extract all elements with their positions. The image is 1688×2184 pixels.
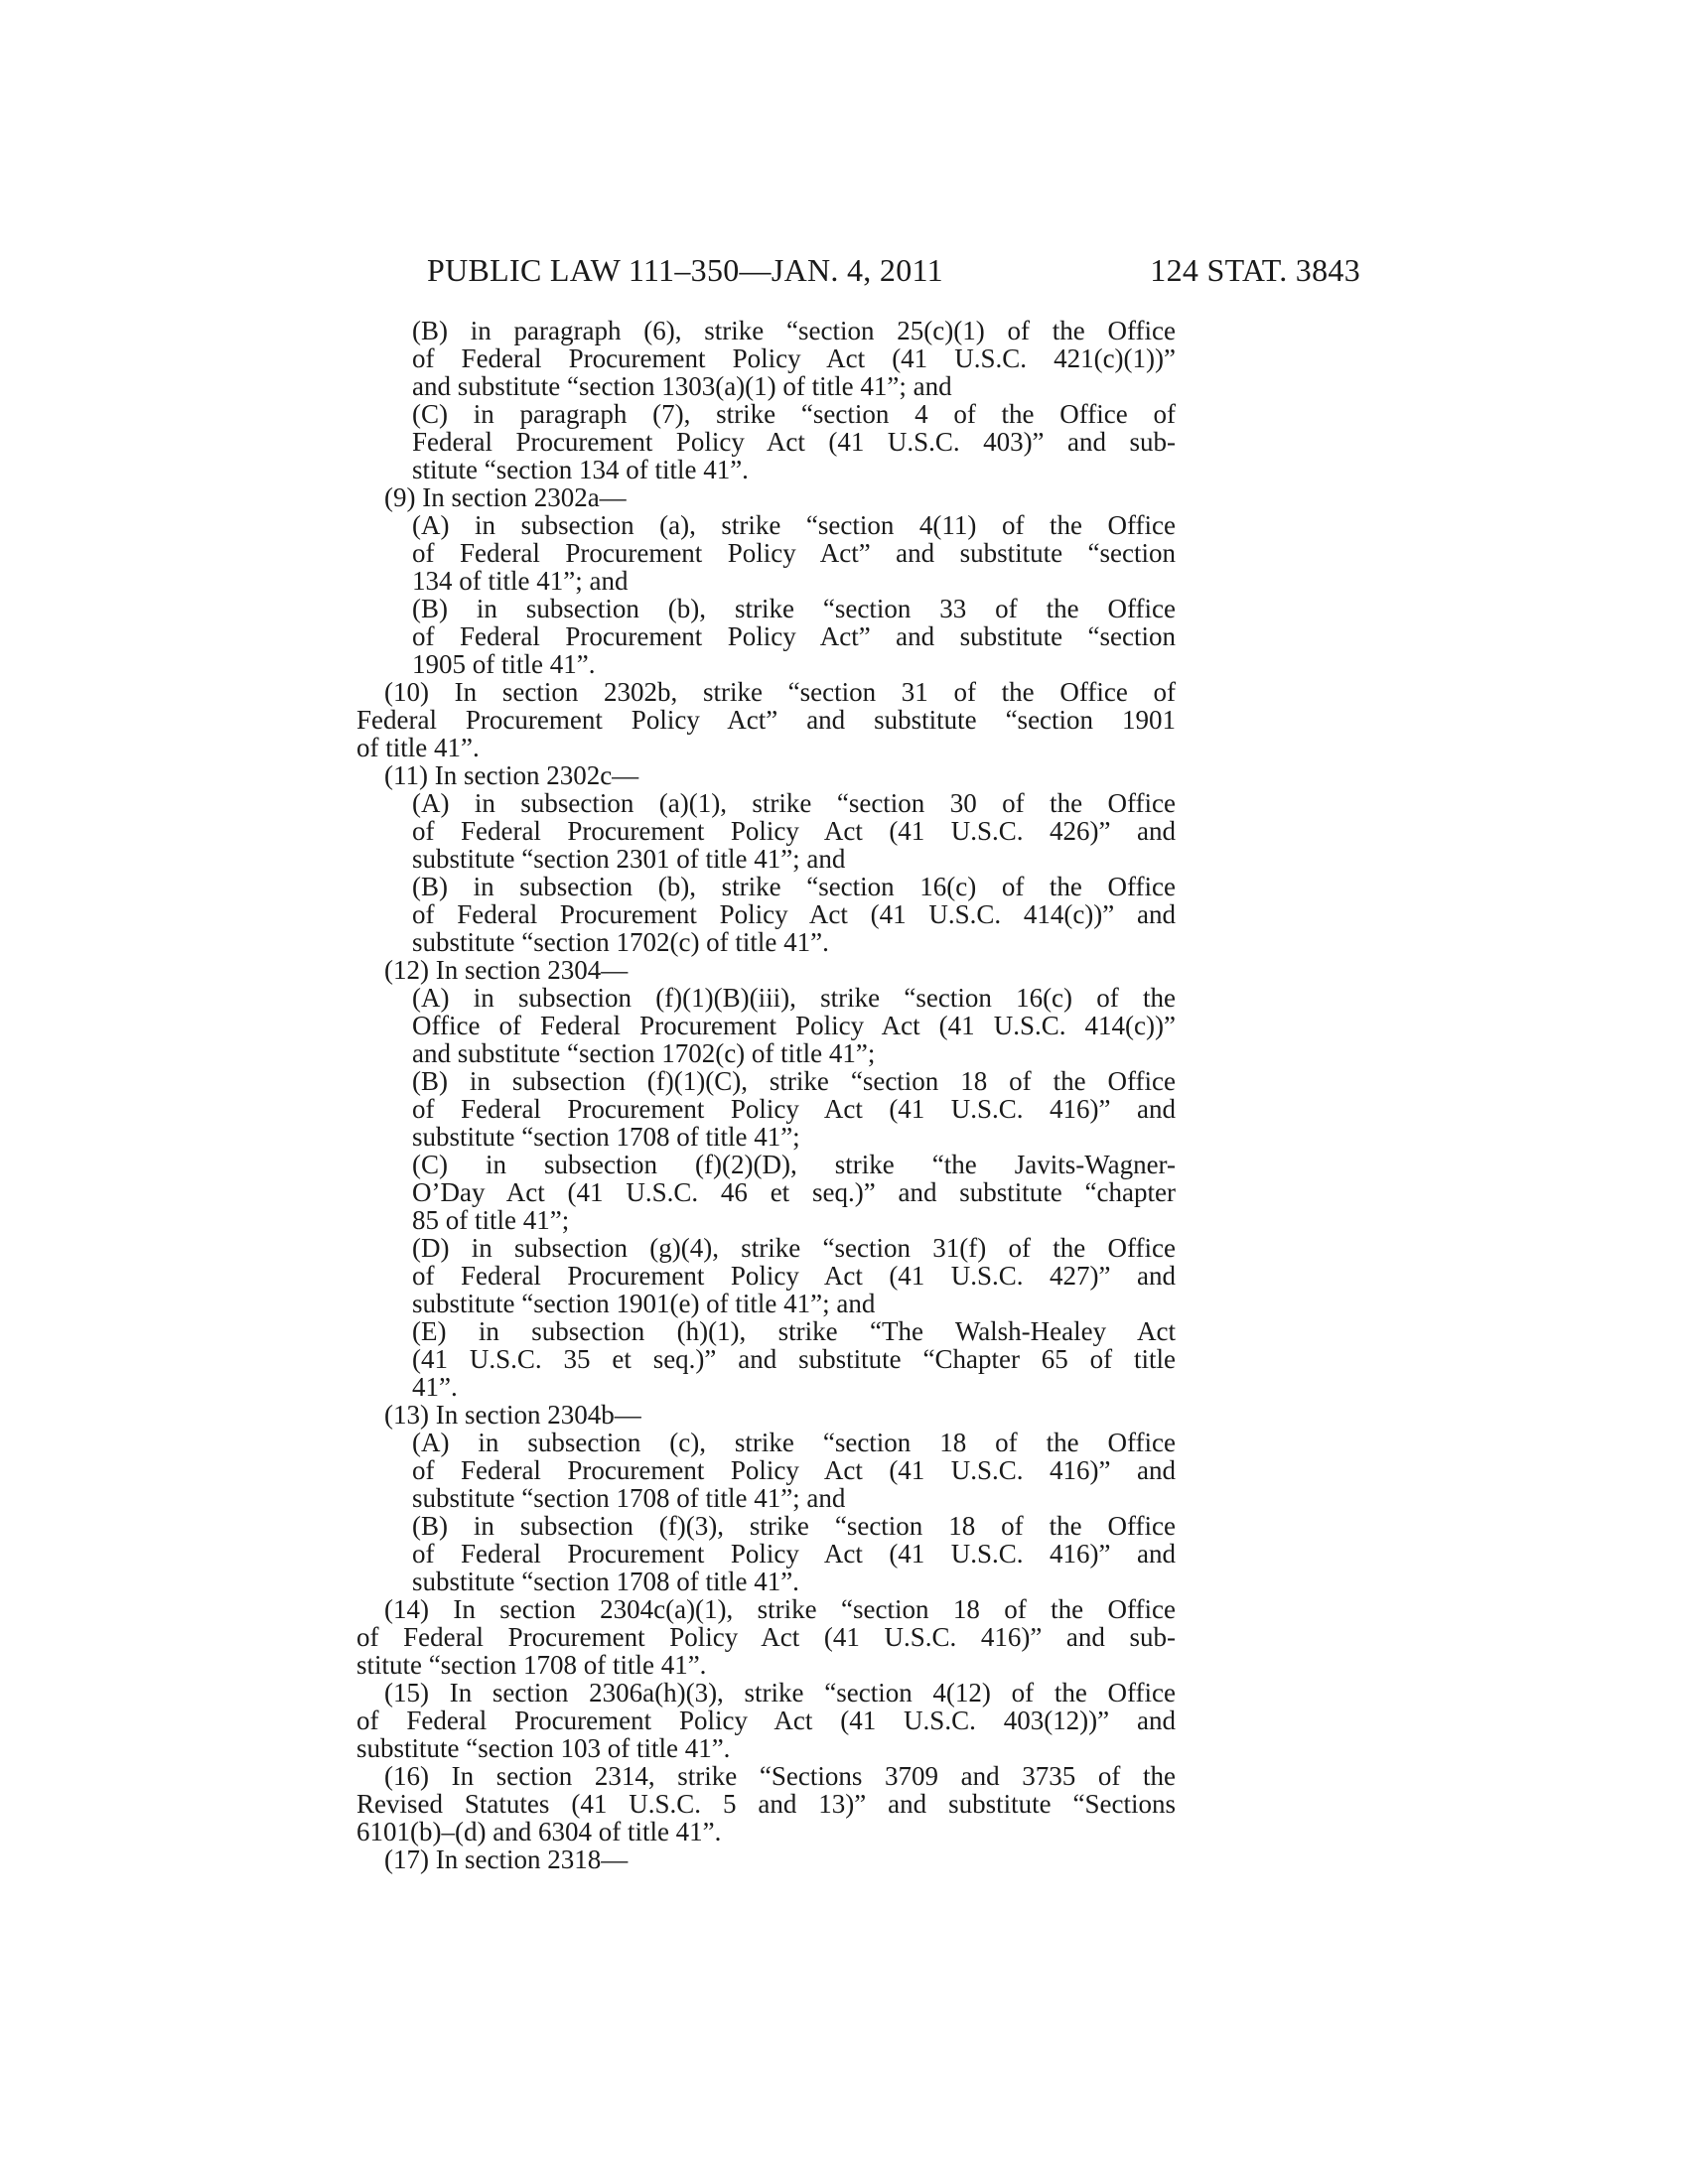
text-line: of Federal Procurement Policy Act (41 U.S.C. 414(c))” and [412,899,1176,929]
text-line: 6101(b)–(d) and 6304 of title 41”. [356,1817,722,1846]
public-law-citation: PUBLIC LAW 111–350—JAN. 4, 2011 [427,252,943,288]
text-line: (10) In section 2302b, strike “section 31 of the Office of [384,677,1176,707]
text-line: of Federal Procurement Policy Act (41 U.S.C. 427)” and [412,1261,1176,1291]
text-line: substitute “section 1702(c) of title 41”. [412,927,829,957]
text-line: (C) in subsection (f)(2)(D), strike “the Javits-Wagner- [412,1150,1176,1179]
text-line: (E) in subsection (h)(1), strike “The Walsh-Healey Act [412,1316,1176,1346]
text-line: (B) in subsection (f)(3), strike “section 18 of the Office [412,1511,1176,1541]
text-line: (A) in subsection (f)(1)(B)(iii), strike “section 16(c) of the [412,983,1176,1013]
text-line: 1905 of title 41”. [412,649,596,679]
text-line: (B) in subsection (f)(1)(C), strike “section 18 of the Office [412,1066,1176,1096]
text-line: Office of Federal Procurement Policy Act (41 U.S.C. 414(c))” [412,1011,1176,1040]
text-line: O’Day Act (41 U.S.C. 46 et seq.)” and substitute “chapter [412,1177,1176,1207]
text-line: (A) in subsection (a)(1), strike “section 30 of the Office [412,788,1176,818]
text-line: substitute “section 103 of title 41”. [356,1733,731,1763]
text-line: of Federal Procurement Policy Act” and substitute “section [412,621,1176,651]
text-line: (A) in subsection (a), strike “section 4(11) of the Office [412,510,1176,540]
text-line: (12) In section 2304— [384,955,629,985]
text-line: (14) In section 2304c(a)(1), strike “section 18 of the Office [384,1594,1176,1624]
text-line: (15) In section 2306a(h)(3), strike “section 4(12) of the Office [384,1678,1176,1707]
text-line: 41”. [412,1372,458,1402]
text-line: of Federal Procurement Policy Act (41 U.S.C. 416)” and [412,1455,1176,1485]
text-line: (41 U.S.C. 35 et seq.)” and substitute “Chapter 65 of title [412,1344,1176,1374]
text-line: substitute “section 1708 of title 41”; [412,1122,800,1152]
text-line: substitute “section 1708 of title 41”; and [412,1483,846,1513]
text-line: (16) In section 2314, strike “Sections 3709 and 3735 of the [384,1761,1176,1791]
text-line: of Federal Procurement Policy Act (41 U.S.C. 416)” and [412,1539,1176,1569]
text-line: stitute “section 134 of title 41”. [412,455,749,484]
text-line: (11) In section 2302c— [384,760,639,790]
text-line: of Federal Procurement Policy Act (41 U.S.C. 426)” and [412,816,1176,846]
text-line: of Federal Procurement Policy Act (41 U.S.C. 416)” and sub- [356,1622,1176,1652]
text-line: (13) In section 2304b— [384,1400,641,1430]
running-header [427,248,1360,292]
body-text [356,317,1176,1873]
text-line: of Federal Procurement Policy Act (41 U.S.C. 416)” and [412,1094,1176,1124]
text-line: Federal Procurement Policy Act” and substitute “section 1901 [356,705,1176,735]
text-line: of Federal Procurement Policy Act (41 U.S.C. 403(12))” and [356,1706,1176,1735]
statutes-page-number: 124 STAT. 3843 [1150,252,1360,288]
text-line: (A) in subsection (c), strike “section 18 of the Office [412,1428,1176,1457]
text-line: (B) in subsection (b), strike “section 33 of the Office [412,594,1176,623]
text-line: (B) in paragraph (6), strike “section 25(c)(1) of the Office [412,316,1176,345]
text-line: and substitute “section 1303(a)(1) of title 41”; and [412,371,952,401]
text-line: stitute “section 1708 of title 41”. [356,1650,707,1680]
text-line: substitute “section 1901(e) of title 41”; and [412,1289,876,1318]
text-line: (17) In section 2318— [384,1844,629,1874]
text-line: substitute “section 2301 of title 41”; and [412,844,846,874]
text-line: (C) in paragraph (7), strike “section 4 of the Office of [412,399,1176,429]
text-line: 134 of title 41”; and [412,566,629,596]
text-line: (B) in subsection (b), strike “section 16(c) of the Office [412,872,1176,901]
text-line: 85 of title 41”; [412,1205,570,1235]
text-line: (9) In section 2302a— [384,482,627,512]
text-line: of Federal Procurement Policy Act (41 U.S.C. 421(c)(1))” [412,343,1176,373]
text-line: of title 41”. [356,733,480,762]
text-line: Federal Procurement Policy Act (41 U.S.C. 403)” and sub- [412,427,1176,457]
text-line: of Federal Procurement Policy Act” and substitute “section [412,538,1176,568]
text-line: and substitute “section 1702(c) of title 41”; [412,1038,876,1068]
text-line: substitute “section 1708 of title 41”. [412,1567,799,1596]
text-line: Revised Statutes (41 U.S.C. 5 and 13)” and substitute “Sections [356,1789,1176,1819]
text-line: (D) in subsection (g)(4), strike “section 31(f) of the Office [412,1233,1176,1263]
